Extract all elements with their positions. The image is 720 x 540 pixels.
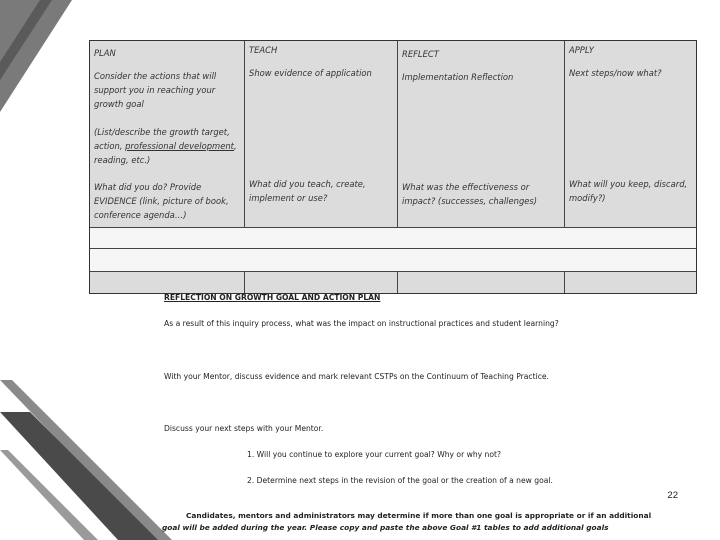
reflection-next-steps: Discuss your next steps with your Mentor. xyxy=(164,424,324,433)
plan-note-text: (List/describe the growth target, action, xyxy=(94,127,230,151)
reflection-question-impact: As a result of this inquiry process, what was the impact on instructional practices and student learning? xyxy=(164,319,559,328)
page-number: 22 xyxy=(667,490,678,501)
reflect-evidence-prompt: What was the effectiveness or impact? (successes, challenges) xyxy=(402,182,538,206)
plan-note-text-end: , reading, etc.) xyxy=(94,141,237,165)
teach-evidence-prompt: What did you teach, create, implement or use? xyxy=(249,179,366,203)
deco-bottom-stripe-2 xyxy=(0,412,158,540)
header-teach: TEACH xyxy=(249,45,278,55)
apply-prompt: Next steps/now what? xyxy=(569,68,662,78)
reflection-title: REFLECTION ON GROWTH GOAL AND ACTION PLAN xyxy=(164,293,381,302)
plan-note xyxy=(94,125,239,167)
header-reflect: REFLECT xyxy=(402,49,439,59)
plan-prompt: Consider the actions that will support you in reaching your growth goal xyxy=(94,71,217,109)
reflect-prompt: Implementation Reflection xyxy=(402,72,514,82)
table-row[interactable] xyxy=(90,249,696,271)
growth-plan-table xyxy=(89,40,697,294)
footnote-line-2: goal will be added during the year. Please copy and paste the above Goal #1 tables to add additional goals xyxy=(162,523,609,532)
footnote xyxy=(162,510,651,534)
header-plan: PLAN xyxy=(94,48,116,58)
list-item: 2. Determine next steps in the revision of the goal or the creation of a new goal. xyxy=(247,476,553,485)
footnote-line-1: Candidates, mentors and administrators may determine if more than one goal is appropriate or if an additional xyxy=(186,511,652,520)
reflection-question-cstp: With your Mentor, discuss evidence and mark relevant CSTPs on the Continuum of Teaching Practice. xyxy=(164,372,549,381)
list-item: 1. Will you continue to explore your current goal? Why or why not? xyxy=(247,450,502,459)
header-apply: APPLY xyxy=(569,45,594,55)
apply-evidence-prompt: What will you keep, discard, modify?) xyxy=(569,179,688,203)
teach-prompt: Show evidence of application xyxy=(249,68,372,78)
deco-bottom-stripe-1 xyxy=(0,380,172,540)
row-divider xyxy=(90,271,696,272)
table-row[interactable] xyxy=(90,228,696,248)
plan-note-underlined: professional development xyxy=(125,141,234,151)
plan-evidence-prompt: What did you do? Provide EVIDENCE (link, picture of book, conference agenda…) xyxy=(94,182,229,220)
